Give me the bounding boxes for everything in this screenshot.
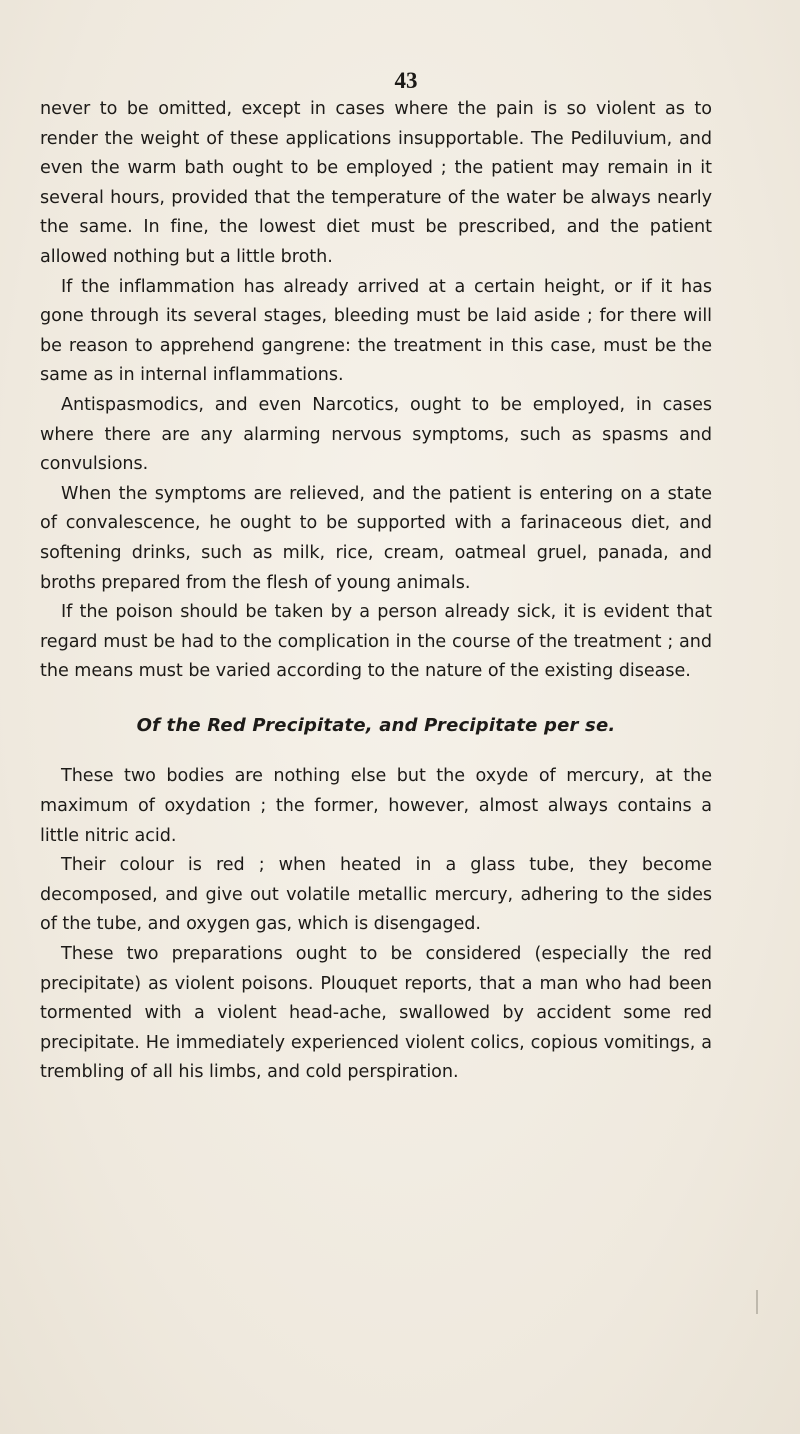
- page-number: 43: [394, 68, 418, 93]
- paragraph-5: If the poison should be taken by a person already sick, it is evident that regard must be had to the complication in the course of the treatment ; and the means must be varied according to the nature of the existing disease.: [40, 602, 712, 682]
- paragraph-4: When the symptoms are relieved, and the patient is entering on a state of convalescence, he ought to be supported with a farinaceous diet, and softening drinks, such as milk, rice, cream, oatmeal gruel, panada, and broths prepared from the flesh of young animals.: [40, 483, 712, 593]
- section-heading: Of the Red Precipitate, and Precipitate per se.: [136, 714, 616, 736]
- paragraph-3: Antispasmodics, and even Narcotics, ought to be employed, in cases where there are any alarming nervous symptoms, such as spasms and convulsions.: [40, 394, 712, 475]
- paragraph-2: If the inflammation has already arrived at a certain height, or if it has gone through its several stages, bleeding must be laid aside ; for there will be reason to apprehend gangrene: the treatment in this case, must be the same as in internal inflammations.: [40, 276, 712, 386]
- paragraph-7: Their colour is red ; when heated in a glass tube, they become decomposed, and give out volatile metallic mercury, adhering to the sides of the tube, and oxygen gas, which is disengaged.: [40, 855, 712, 935]
- body-text: [40, 95, 712, 1088]
- paragraph-8: These two preparations ought to be considered (especially the red precipitate) as violent poisons. Plouquet reports, that a man who had been tormented with a violent head-ache, swallowed by accident some red precipitate. He immediately experienced violent colics, copious vomitings, a trembling of all his limbs, and cold perspiration.: [40, 944, 712, 1083]
- paragraph-6: These two bodies are nothing else but the oxyde of mercury, at the maximum of oxydation ; the former, however, almost always contains a little nitric acid.: [40, 766, 712, 846]
- paragraph-1: never to be omitted, except in cases where the pain is so violent as to render the weight of these applications insupportable. The Pediluvium, and even the warm bath ought to be employed ; the patient may remain in it several hours, provided that the temperature of the water be always nearly the same. In fine, the lowest diet must be prescribed, and the patient allowed nothing but a little broth.: [40, 99, 712, 267]
- paper-mark: [756, 1290, 758, 1314]
